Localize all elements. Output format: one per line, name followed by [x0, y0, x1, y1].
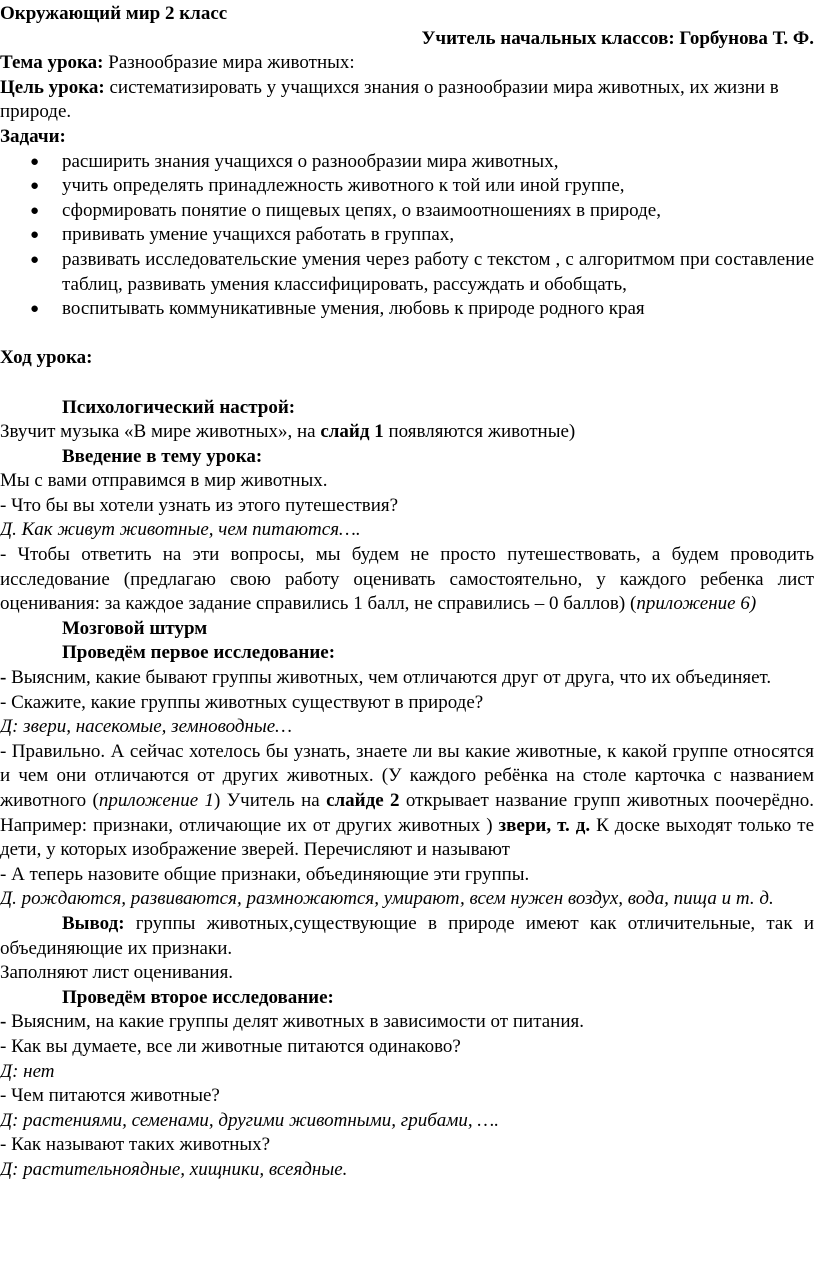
goal-line [0, 76, 814, 125]
list-item: ● учить определять принадлежность животного к той или иной группе, [0, 174, 814, 199]
teacher-name: Учитель начальных классов: Горбунова Т. Ф. [421, 27, 814, 49]
r2-answer-2: Д: растениями, семенами, другими животными, грибами, …. [0, 1109, 500, 1131]
r1-line-3: - Правильно. А сейчас хотелось бы узнать, знаете ли вы какие животные, к какой группе относятся и чем они отличаются от других животных. (У каждого ребёнка на столе карточка с названием животного (приложение 1) Учитель на слайде 2 открывает название групп животных поочерёдно. Например: признаки, отличающие их от других животных ) звери, т. д. К доске выходят только те дети, у которых изображение зверей. Перечисляют и называют [0, 740, 815, 861]
tasks-list [0, 150, 814, 322]
r2-line-2: - Как вы думаете, все ли животные питаются одинаково? [0, 1035, 461, 1057]
r2-answer-1: Д: нет [0, 1060, 55, 1082]
bullet-icon: ● [30, 202, 40, 219]
r2-line-3: - Чем питаются животные? [0, 1085, 220, 1107]
tasks-heading: Задачи: [0, 125, 66, 147]
r1-line-2: - Скажите, какие группы животных существуют в природе? [0, 691, 484, 713]
subject-title: Окружающий мир 2 класс [0, 3, 228, 24]
list-item: ● прививать умение учащихся работать в группах, [0, 223, 814, 248]
intro-line-3: - Чтобы ответить на эти вопросы, мы будем не просто путешествовать, а будем проводить исследование (предлагаю свою работу оценивать самостоятельно, у каждого ребенка лист оценивания: за каждое задание справились 1 балл, не справились – 0 баллов) (приложение 6) [0, 544, 814, 615]
intro-answer: Д. Как живут животные, чем питаются…. [0, 519, 361, 541]
list-item: ● расширить знания учащихся о разнообразии мира животных, [0, 150, 814, 175]
intro-line-1: Мы с вами отправимся в мир животных. [0, 470, 328, 492]
research1-heading: Проведём первое исследование: [62, 642, 336, 664]
list-item: ● воспитывать коммуникативные умения, любовь к природе родного края [0, 297, 814, 322]
topic-label: Тема урока: [0, 52, 104, 74]
r2-answer-3: Д: растительноядные, хищники, всеядные. [0, 1158, 348, 1180]
topic-line [0, 51, 814, 76]
lesson-heading: Ход урока: [0, 347, 93, 369]
conclusion-line: Вывод: группы животных,существующие в природе имеют как отличительные, так и объединяющие их признаки. [0, 912, 814, 959]
document-page [0, 2, 814, 1183]
r1-answer-2: Д. рождаются, развиваются, размножаются, умирают, всем нужен воздух, вода, пища и т. д. [0, 888, 774, 910]
r1-line-4: - А теперь назовите общие признаки, объединяющие эти группы. [0, 863, 530, 885]
r1-answer: Д: звери, насекомые, земноводные… [0, 716, 293, 738]
topic-text: Разнообразие мира животных: [103, 52, 355, 74]
r1-line-1: - Выясним, какие бывают группы животных, чем отличаются друг от друга, что их объединяет. [0, 667, 772, 689]
music-line: Звучит музыка «В мире животных», на слайд 1 появляются животные) [0, 421, 576, 443]
goal-text: систематизировать у учащихся знания о разнообразии мира животных, их жизни в природе. [0, 76, 779, 123]
r2-line-1: - Выясним, на какие группы делят животных в зависимости от питания. [0, 1011, 584, 1033]
bullet-icon: ● [30, 227, 40, 244]
intro-line-2: - Что бы вы хотели узнать из этого путешествия? [0, 494, 399, 516]
fill-sheet-line: Заполняют лист оценивания. [0, 962, 234, 984]
bullet-icon: ● [30, 301, 40, 318]
list-item: ● сформировать понятие о пищевых цепях, о взаимоотношениях в природе, [0, 199, 814, 224]
goal-label: Цель урока: [0, 76, 105, 98]
intro-heading: Введение в тему урока: [62, 445, 263, 467]
research2-heading: Проведём второе исследование: [62, 986, 334, 1008]
brainstorm-heading: Мозговой штурм [62, 617, 208, 639]
bullet-icon: ● [30, 251, 40, 268]
mood-heading: Психологический настрой: [62, 396, 296, 418]
bullet-icon: ● [30, 178, 40, 195]
r2-line-4: - Как называют таких животных? [0, 1134, 271, 1156]
bullet-icon: ● [30, 153, 40, 170]
list-item: ● развивать исследовательские умения через работу с текстом , с алгоритмом при составление таблиц, развивать умения классифицировать, рассуждать и обобщать, [30, 248, 814, 295]
